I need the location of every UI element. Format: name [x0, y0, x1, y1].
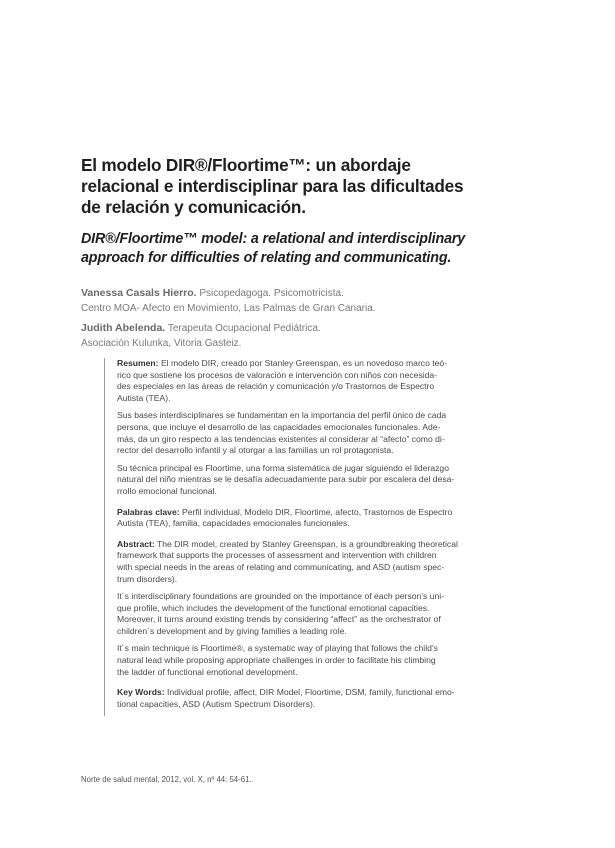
author-role: Psicopedagoga. Psicomotricista.: [199, 288, 344, 299]
text-line: Autista (TEA).: [117, 392, 171, 403]
text-line: rico que sostiene los procesos de valoración e intervención con niños con necesida-: [117, 369, 438, 380]
text-line: It´s interdisciplinary foundations are grounded on the importance of each person’s uni-: [117, 591, 445, 602]
key-words-paragraph: [117, 687, 514, 710]
text-line: natural lead while proposing appropriate challenges in order to facilitate his climbing: [117, 655, 436, 666]
text-line: rrollo emocional funcional.: [117, 485, 217, 496]
text-line: the ladder of functional emotional development.: [117, 666, 298, 677]
title-en-line: approach for difficulties of relating and communicating.: [81, 250, 452, 266]
text-line: tional capacities, ASD (Autism Spectrum Disorders).: [117, 698, 316, 709]
article-title-spanish: [81, 155, 551, 218]
author-name: Judith Abelenda.: [81, 322, 166, 334]
text-line: trum disorders).: [117, 573, 178, 584]
resumen-paragraph: [117, 410, 514, 456]
text-line: Sus bases interdisciplinares se fundamentan en la importancia del perfil único de cada: [117, 410, 447, 421]
text-line: que profile, which includes the development of the functional emotional capacities.: [117, 602, 430, 613]
title-en-line: DIR®/Floortime™ model: a relational and interdisciplinary: [81, 231, 466, 247]
text-line: with special needs in the areas of relating and communicating, and ASD (autism spec-: [117, 561, 445, 572]
abstract-label: Abstract:: [117, 538, 155, 549]
key-words-label: Key Words:: [117, 687, 165, 698]
text-line: des especiales en las áreas de relación y comunicación y/o Trastornos de Espectro: [117, 381, 435, 392]
text-line: It´s main technique is Floortime®, a systematic way of playing that follows the child’s: [117, 643, 438, 654]
text-line: framework that supports the processes of assessment and intervention with children: [117, 550, 437, 561]
author-role: Terapeuta Ocupacional Pediátrica.: [167, 323, 321, 334]
author-name: Vanessa Casals Hierro.: [81, 287, 197, 299]
abstract-box: [104, 358, 514, 716]
title-es-line: de relación y comunicación.: [81, 197, 306, 217]
text-line: rector del desarrollo infantil y al otorgar a las familias un rol protagonista.: [117, 445, 394, 456]
text-line: El modelo DIR, creado por Stanley Greenspan, es un novedoso marco teó-: [160, 358, 448, 368]
author-line: [81, 286, 541, 301]
abstract-paragraph: [117, 539, 514, 585]
author-affiliation: Asociación Kulunka, Vitoria Gasteiz.: [81, 338, 242, 349]
author-line: [81, 321, 541, 336]
palabras-clave-paragraph: [117, 507, 514, 530]
abstract-paragraph: [117, 643, 514, 678]
title-es-line: relacional e interdisciplinar para las dificultades: [81, 176, 464, 196]
page-footer-citation: Norte de salud mental, 2012, vol. X, nº 44: 54-61.: [81, 775, 252, 784]
article-title-english: [81, 230, 551, 268]
author-block: [81, 286, 541, 351]
text-line: más, da un giro respecto a las tendencias existentes al considerar al “afecto” como di-: [117, 433, 445, 444]
title-es-line: El modelo DIR®/Floortime™: un abordaje: [81, 155, 411, 175]
abstract-paragraph: [117, 591, 514, 637]
text-line: natural del niño mientras se le desafía adecuadamente para subir por escalera del desa-: [117, 474, 455, 485]
text-line: Individual profile, affect, DIR Model, Floortime, DSM, family, functional emo-: [166, 687, 455, 698]
text-line: Su técnica principal es Floortime, una forma sistemática de jugar siguiendo el liderazgo: [117, 462, 449, 473]
text-line: children´s development and by giving families a leading role.: [117, 625, 347, 636]
author-affiliation: Centro MOA- Afecto en Movimiento, Las Palmas de Gran Canaria.: [81, 303, 376, 314]
text-line: Autista (TEA), familia, capacidades emocionales funcionales.: [117, 518, 350, 529]
text-line: Moreover, it turns around existing trends by considering “affect” as the orchestrator of: [117, 614, 441, 625]
resumen-paragraph: [117, 463, 514, 498]
text-line: persona, que incluye el desarrollo de las capacidades emocionales funcionales. Ade-: [117, 421, 441, 432]
text-line: The DIR model, created by Stanley Greenspan, is a groundbreaking theoretical: [156, 538, 458, 549]
resumen-paragraph: [117, 358, 514, 404]
text-line: Perfil individual, Modelo DIR, Floortime, afecto, Trastornos de Espectro: [181, 506, 453, 517]
palabras-clave-label: Palabras clave:: [117, 506, 180, 517]
resumen-label: Resumen:: [117, 358, 159, 368]
